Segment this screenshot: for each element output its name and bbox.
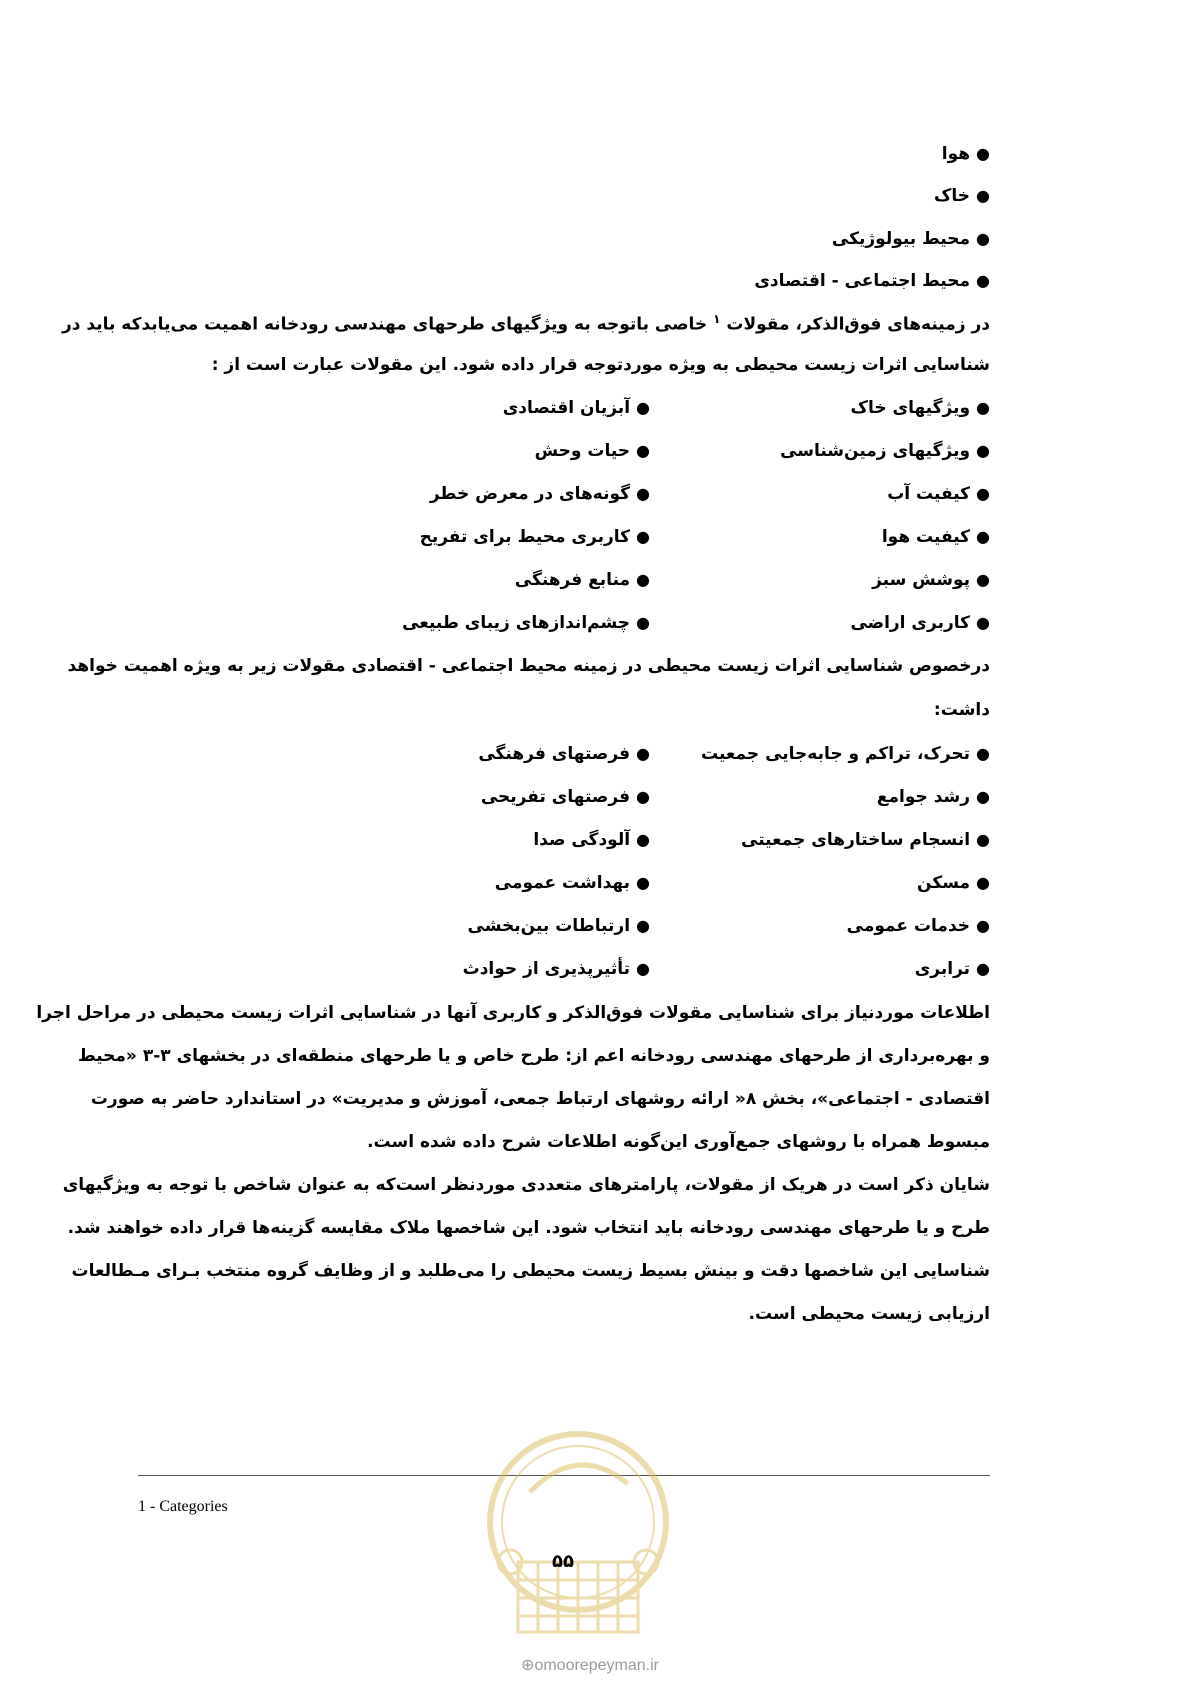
bullet-item: ●محیط اجتماعی - اقتصادی: [754, 271, 990, 291]
list-item: ●فرصتهای تفریحی: [480, 787, 650, 807]
list-item: ●منابع فرهنگی: [514, 570, 650, 590]
paragraph-line: شایان ذکر است در هریک از مقولات، پارامترهای متعددی موردنظر است‌که به عنوان شاخص با توجه به ویژگیهای: [62, 1175, 990, 1195]
watermark-site: ⊕omoorepeyman.ir: [521, 1657, 659, 1674]
list-item: ●پوشش سبز: [872, 570, 990, 590]
list-item: ●ویژگیهای خاک: [850, 398, 990, 418]
paragraph-line: شناسایی اثرات زیست محیطی به ویژه موردتوجه قرار داده شود. این مقولات عبارت است از :: [211, 355, 990, 375]
list-item: ●بهداشت عمومی: [494, 873, 650, 893]
list-item: ●کاربری اراضی: [850, 613, 990, 633]
list-item: ●ارتباطات بین‌بخشی: [467, 916, 650, 936]
paragraph-line: طرح و یا طرحهای مهندسی رودخانه باید انتخاب شود. این شاخصها ملاک مقایسه گزینه‌ها قرار داده خواهند شد.: [67, 1218, 990, 1238]
bullet-item: ●هوا: [941, 144, 990, 164]
paragraph-line: اطلاعات موردنیاز برای شناسایی مقولات فوق‌الذکر و کاربری آنها در شناسایی اثرات زیست محیطی در مراحل اجرا: [36, 1003, 990, 1023]
list-item: ●تحرک، تراکم و جابه‌جایی جمعیت: [700, 744, 990, 764]
list-item: ●آلودگی صدا: [533, 830, 650, 850]
list-item: ●ویژگیهای زمین‌شناسی: [780, 441, 990, 461]
bullet-item: ●محیط بیولوژیکی: [831, 229, 990, 249]
list-item: ●رشد جوامع: [876, 787, 990, 807]
list-item: ●مسکن: [917, 873, 990, 893]
bullet-item: ●خاک: [933, 186, 990, 206]
list-item: ●آبزیان اقتصادی: [502, 398, 650, 418]
paragraph-line: شناسایی این شاخصها دقت و بینش بسیط زیست محیطی را می‌طلبد و از وظایف گروه منتخب بـرای مـطالعات: [71, 1261, 990, 1281]
list-item: ●خدمات عمومی: [846, 916, 990, 936]
footnote: 1 - Categories: [138, 1498, 228, 1515]
list-item: ●کیفیت آب: [887, 484, 990, 504]
list-item: ●کاربری محیط برای تفریح: [419, 527, 650, 547]
list-item: ●تأثیرپذیری از حوادث: [462, 959, 650, 979]
list-item: ●کیفیت هوا: [881, 527, 990, 547]
list-item: ●چشم‌اندازهای زیبای طبیعی: [402, 613, 650, 633]
list-item: ●انسجام ساختارهای جمعیتی: [741, 830, 990, 850]
page-number: ۵۵: [552, 1551, 574, 1572]
list-item: ●ترابری: [914, 959, 990, 979]
paragraph-line: و بهره‌برداری از طرحهای مهندسی رودخانه اعم از: طرح خاص و یا طرحهای منطقه‌ای در بخشهای ۳-۳ «محیط: [78, 1046, 990, 1066]
watermark-logo-icon: [478, 1422, 678, 1652]
paragraph-line: داشت:: [933, 700, 990, 720]
footnote-reference: ۱: [713, 312, 721, 326]
paragraph-line: در زمینه‌های فوق‌الذکر، مقولات $^۱$ خاصی باتوجه به ویژگیهای طرحهای مهندسی رودخانه اهمیت می‌یابدکه باید در: [61, 312, 990, 335]
paragraph-line: مبسوط همراه با روشهای جمع‌آوری این‌گونه اطلاعات شرح داده شده است.: [367, 1132, 990, 1152]
list-item: ●گونه‌های در معرض خطر: [429, 484, 650, 504]
list-item: ●حیات وحش: [534, 441, 650, 461]
globe-icon: ⊕: [521, 1657, 535, 1674]
paragraph-line: درخصوص شناسایی اثرات زیست محیطی در زمینه محیط اجتماعی - اقتصادی مقولات زیر به ویژه اهمیت خواهد: [67, 656, 990, 676]
paragraph-line: ارزیابی زیست محیطی است.: [748, 1304, 990, 1324]
paragraph-line: اقتصادی - اجتماعی»، بخش ۸« ارائه روشهای ارتباط جمعی، آموزش و مدیریت» در استاندارد حاضر به صورت: [90, 1089, 990, 1109]
list-item: ●فرصتهای فرهنگی: [478, 744, 650, 764]
